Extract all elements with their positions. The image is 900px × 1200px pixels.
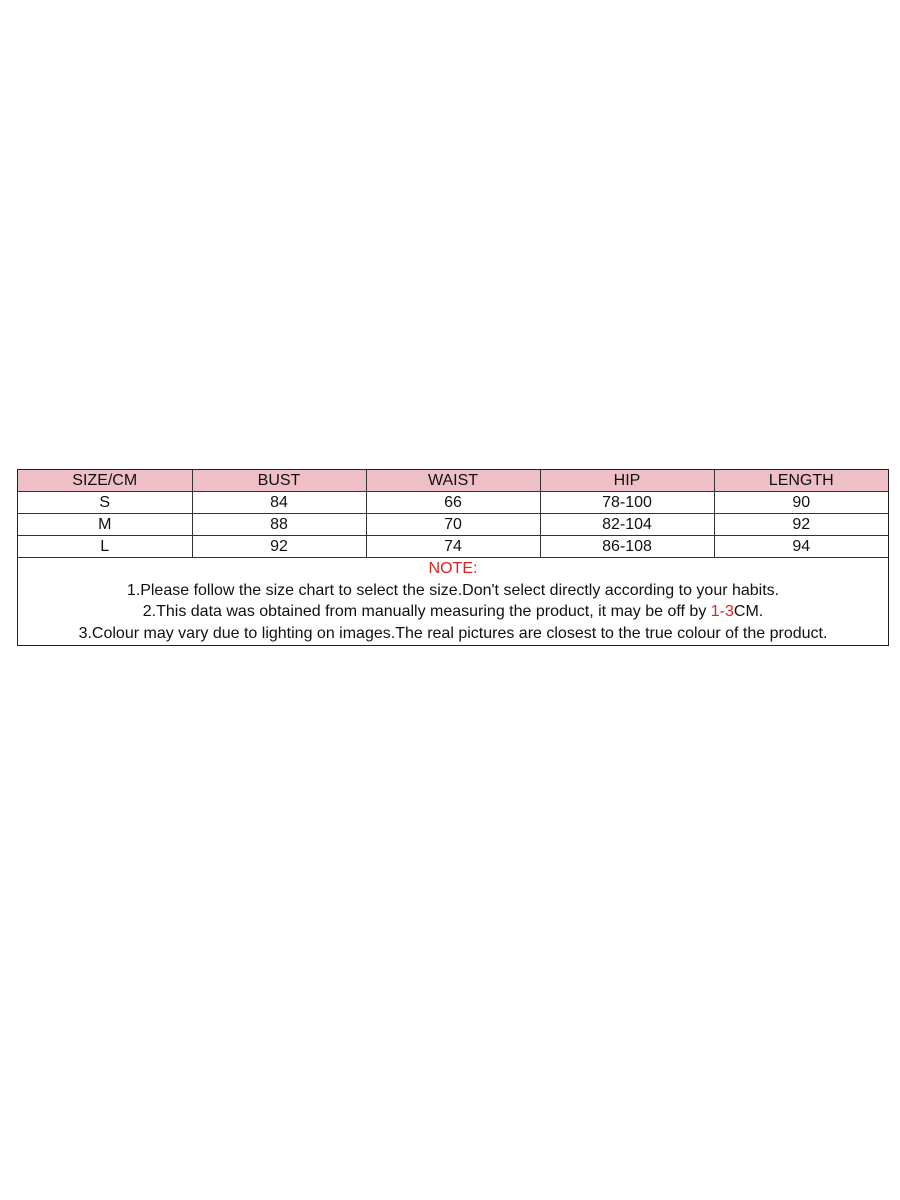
table-header-row: [18, 470, 888, 492]
size-table: [18, 470, 888, 558]
cell-size: S: [18, 492, 192, 514]
header-bust: BUST: [192, 470, 366, 492]
size-chart: [17, 469, 889, 646]
note-line-2: [18, 601, 888, 623]
note-line-2-text: 2.This data was obtained from manually measuring the product, it may be off by: [142, 603, 711, 620]
note-line-3: 3.Colour may vary due to lighting on images.The real pictures are closest to the true colour of the product.: [78, 624, 828, 642]
header-length: LENGTH: [714, 470, 888, 492]
cell-hip: 82-104: [540, 514, 714, 536]
note-line-2-highlight: 1-3: [710, 603, 734, 620]
note-line-2-unit: CM.: [733, 603, 764, 620]
note-title: NOTE:: [428, 560, 478, 577]
cell-length: 94: [714, 536, 888, 558]
cell-size: M: [18, 514, 192, 536]
header-waist: WAIST: [366, 470, 540, 492]
cell-hip: 78-100: [540, 492, 714, 514]
cell-bust: 84: [192, 492, 366, 514]
cell-length: 92: [714, 514, 888, 536]
cell-hip: 86-108: [540, 536, 714, 558]
cell-bust: 92: [192, 536, 366, 558]
cell-waist: 74: [366, 536, 540, 558]
notes-section: [18, 558, 888, 645]
header-hip: HIP: [540, 470, 714, 492]
table-row: [18, 514, 888, 536]
note-line-1: 1.Please follow the size chart to select the size.Don't select directly according to your habits.: [126, 581, 780, 599]
cell-bust: 88: [192, 514, 366, 536]
table-row: [18, 492, 888, 514]
cell-size: L: [18, 536, 192, 558]
cell-waist: 66: [366, 492, 540, 514]
header-size: SIZE/CM: [18, 470, 192, 492]
cell-length: 90: [714, 492, 888, 514]
cell-waist: 70: [366, 514, 540, 536]
table-row: [18, 536, 888, 558]
